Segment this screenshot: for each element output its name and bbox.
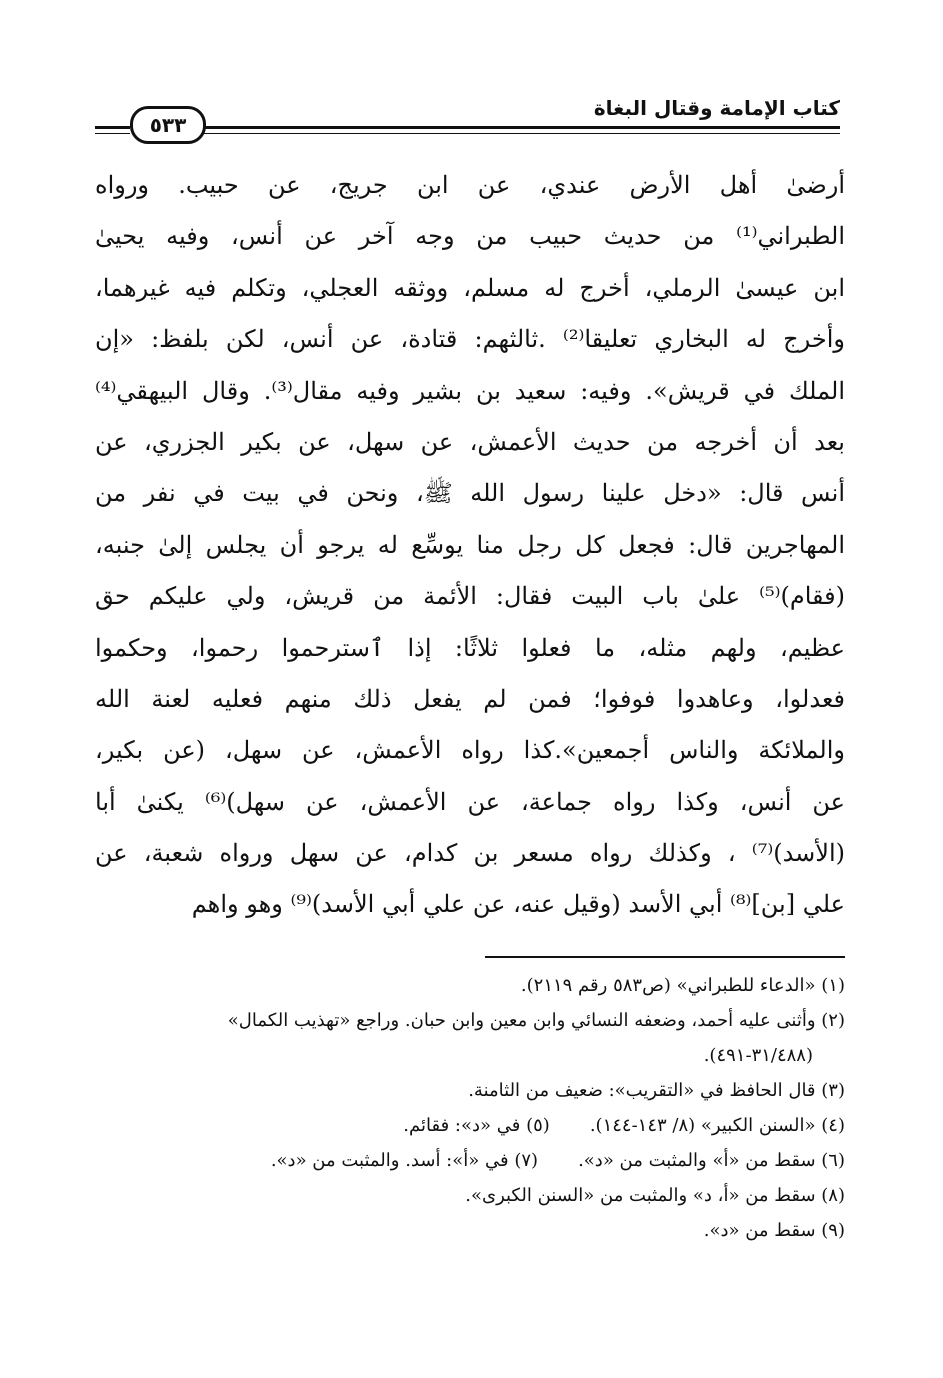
footnote-row-4-5 — [95, 1108, 845, 1143]
running-title: كتاب الإمامة وقتال البغاة — [593, 96, 840, 120]
text-line: المهاجرين قال: فجعل كل رجل منا يوسِّع له يرجو أن يجلس إلىٰ جنبه، — [95, 530, 845, 559]
footnote-2-continued: (٣١/٤٨٨-٤٩١). — [703, 1045, 813, 1066]
text-line: بعد أن أخرجه من حديث الأعمش، عن سهل، عن بكير الجزري، عن — [95, 427, 845, 456]
text-line: علي [بن]⁽⁸⁾ أبي الأسد (وقيل عنه، عن علي أبي الأسد)⁽⁹⁾ وهو واهم — [191, 890, 845, 919]
footnotes — [95, 968, 845, 1248]
main-text — [95, 160, 845, 931]
text-line: عن أنس، وكذا رواه جماعة، عن الأعمش، عن سهل)⁽⁶⁾ يكنىٰ أبا — [95, 787, 845, 816]
footnote-8: (٨) سقط من «أ، د» والمثبت من «السنن الكبرى». — [465, 1185, 845, 1206]
footnote-row-6-7 — [95, 1143, 845, 1178]
header-rule-left — [95, 126, 130, 134]
text-line: (الأسد)⁽⁷⁾ ، وكذلك رواه مسعر بن كدام، عن سهل ورواه شعبة، عن — [95, 839, 845, 868]
text-line: (فقام)⁽⁵⁾ علىٰ باب البيت فقال: الأئمة من قريش، ولي عليكم حق — [95, 582, 845, 611]
footnote-separator — [485, 956, 845, 958]
text-line: الطبراني⁽¹⁾ من حديث حبيب من وجه آخر عن أنس، وفيه يحيىٰ — [95, 222, 845, 251]
footnote-2: (٢) وأثنى عليه أحمد، وضعفه النسائي وابن معين وابن حبان. وراجع «تهذيب الكمال» — [227, 1010, 845, 1031]
text-line: فعدلوا، وعاهدوا فوفوا؛ فمن لم يفعل ذلك منهم فعليه لعنة الله — [95, 684, 845, 713]
footnote-7: (٧) في «أ»: أسد. والمثبت من «د». — [270, 1150, 539, 1171]
footnote-3: (٣) قال الحافظ في «التقريب»: ضعيف من الثامنة. — [468, 1080, 845, 1101]
text-line: أرضىٰ أهل الأرض عندي، عن ابن جريج، عن حبيب. ورواه — [95, 171, 845, 199]
footnote-1: (١) «الدعاء للطبراني» (ص٥٨٣ رقم ٢١١٩). — [520, 975, 845, 996]
text-line: والملائكة والناس أجمعين».كذا رواه الأعمش، عن سهل، (عن بكير، — [95, 736, 845, 765]
text-line: أنس قال: «دخل علينا رسول الله ﷺ، ونحن في بيت في نفر من — [95, 479, 845, 508]
footnote-6: (٦) سقط من «أ» والمثبت من «د». — [578, 1150, 845, 1171]
page-header — [95, 96, 840, 144]
text-line: عظيم، ولهم مثله، ما فعلوا ثلاثًا: إذا ٱسترحموا رحموا، وحكموا — [95, 633, 845, 662]
footnote-5: (٥) في «د»: فقائم. — [403, 1115, 550, 1136]
page-number: ٥٣٣ — [130, 106, 206, 144]
header-rule — [195, 126, 840, 134]
footnote-9: (٩) سقط من «د». — [703, 1220, 845, 1241]
text-line: ابن عيسىٰ الرملي، أخرج له مسلم، ووثقه العجلي، وتكلم فيه غيرهما، — [95, 273, 845, 302]
text-line: وأخرج له البخاري تعليقا⁽²⁾ .ثالثهم: قتادة، عن أنس، لكن بلفظ: «إن — [95, 325, 845, 354]
text-line: الملك في قريش». وفيه: سعيد بن بشير وفيه مقال⁽³⁾. وقال البيهقي⁽⁴⁾ — [95, 376, 845, 405]
footnote-4: (٤) «السنن الكبير» (٨/ ١٤٣-١٤٤). — [589, 1115, 845, 1136]
